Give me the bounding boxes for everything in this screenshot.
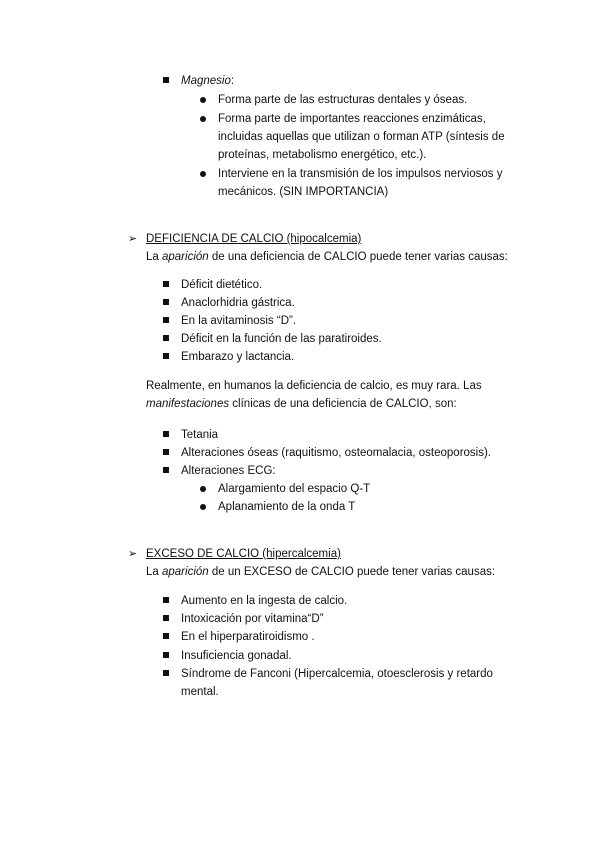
exceso-cause: En el hiperparatiroidismo .: [181, 631, 315, 643]
bullet-square-icon: [163, 77, 169, 83]
bullet-dot-icon: [200, 504, 206, 510]
deficiencia-cause: Anaclorhidria gástrica.: [181, 297, 295, 309]
bullet-dot-icon: [200, 116, 206, 122]
exceso-cause: Intoxicación por vitamina“D”: [181, 613, 324, 625]
bullet-square-icon: [163, 335, 169, 341]
deficiencia-cause: En la avitaminosis “D”.: [181, 315, 297, 327]
arrow-bullet-icon: ➢: [128, 233, 138, 245]
exceso-cause-line-1: Síndrome de Fanconi (Hipercalcemia, otoesclerosis y retardo: [181, 668, 493, 680]
bullet-square-icon: [163, 449, 169, 455]
bullet-dot-icon: [200, 486, 206, 492]
deficiencia-intro: La aparición de una deficiencia de CALCIO puede tener varias causas:: [146, 251, 508, 263]
bullet-square-icon: [163, 633, 169, 639]
bullet-square-icon: [163, 652, 169, 658]
bullet-square-icon: [163, 281, 169, 287]
bullet-square-icon: [163, 299, 169, 305]
exceso-cause-line-2: mental.: [181, 686, 219, 698]
magnesio-item-2-line-3: proteínas, metabolismo energético, etc.).: [218, 149, 427, 161]
magnesio-item-3-line-2: mecánicos. (SIN IMPORTANCIA): [218, 186, 389, 198]
bullet-square-icon: [163, 615, 169, 621]
arrow-bullet-icon: ➢: [128, 548, 138, 560]
manifestation-item: Tetania: [181, 429, 219, 441]
ecg-item: Aplanamiento de la onda T: [218, 501, 356, 513]
magnesio-item-1: Forma parte de las estructuras dentales y óseas.: [218, 94, 468, 106]
deficiencia-heading: DEFICIENCIA DE CALCIO (hipocalcemia): [146, 233, 362, 245]
deficiencia-paragraph-line-1: Realmente, en humanos la deficiencia de calcio, es muy rara. Las: [146, 380, 482, 392]
bullet-square-icon: [163, 317, 169, 323]
bullet-square-icon: [163, 467, 169, 473]
bullet-square-icon: [163, 353, 169, 359]
exceso-heading: EXCESO DE CALCIO (hipercalcemia): [146, 548, 341, 560]
exceso-cause: Aumento en la ingesta de calcio.: [181, 595, 348, 607]
manifestation-item: Alteraciones óseas (raquitismo, osteomalacia, osteoporosis).: [181, 447, 492, 459]
bullet-square-icon: [163, 597, 169, 603]
deficiencia-cause: Embarazo y lactancia.: [181, 351, 295, 363]
deficiencia-paragraph-line-2: manifestaciones clínicas de una deficiencia de CALCIO, son:: [146, 398, 457, 410]
magnesio-item-2-line-2: incluidas aquellas que utilizan o forman ATP (síntesis de: [218, 131, 505, 143]
ecg-item: Alargamiento del espacio Q-T: [218, 483, 371, 495]
magnesio-item-3-line-1: Interviene en la transmisión de los impulsos nerviosos y: [218, 168, 503, 180]
bullet-dot-icon: [200, 171, 206, 177]
magnesio-title: Magnesio:: [181, 75, 235, 87]
manifestation-item: Alteraciones ECG:: [181, 465, 276, 477]
deficiencia-cause: Déficit dietético.: [181, 279, 263, 291]
bullet-dot-icon: [200, 97, 206, 103]
magnesio-item-2-line-1: Forma parte de importantes reacciones enzimáticas,: [218, 113, 486, 125]
bullet-square-icon: [163, 670, 169, 676]
exceso-cause: Insuficiencia gonadal.: [181, 650, 292, 662]
bullet-square-icon: [163, 431, 169, 437]
deficiencia-cause: Déficit en la función de las paratiroides.: [181, 333, 382, 345]
exceso-intro: La aparición de un EXCESO de CALCIO puede tener varias causas:: [146, 566, 496, 578]
